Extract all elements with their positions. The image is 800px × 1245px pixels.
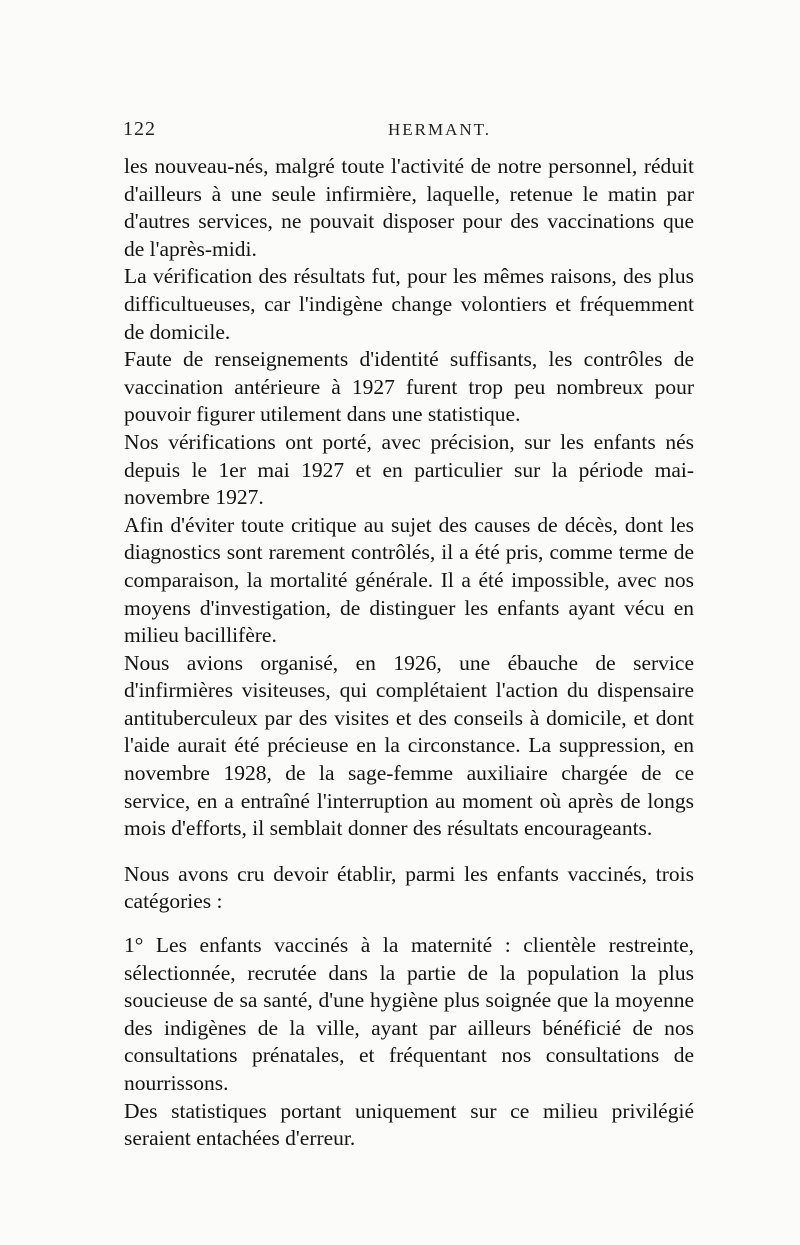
- paragraph-verification: La vérification des résultats fut, pour les mêmes raisons, des plus difficultueuses, car l'indigène change volontiers et fréquemment de domicile.: [124, 264, 694, 344]
- paragraph-verifications: Nos vérifications ont porté, avec précision, sur les enfants nés depuis le 1er mai 1927 et en particulier sur la période mai-novembre 1927.: [124, 429, 694, 510]
- page-number: 122: [123, 118, 156, 140]
- body-text: [124, 153, 694, 1153]
- paragraph-mortality: Afin d'éviter toute critique au sujet des causes de décès, dont les diagnostics sont rarement contrôlés, il a été pris, comme terme de comparaison, la mortalité générale. Il a été impossible, avec nos moyens d'investigation, de distinguer les enfants ayant vécu en milieu bacillifère.: [124, 512, 694, 648]
- paragraph-newborns: les nouveau-nés, malgré toute l'activité de notre personnel, réduit d'ailleurs à une seule infirmière, laquelle, retenue le matin par d'autres services, ne pouvait disposer pour des vaccinations que de l'après-midi.: [124, 154, 694, 261]
- page-header: [123, 118, 693, 144]
- paragraph-categories: Nous avons cru devoir établir, parmi les enfants vaccinés, trois catégories :: [124, 861, 694, 914]
- paragraph-identity: Faute de renseignements d'identité suffisants, les contrôles de vaccination antérieure à 1927 furent trop peu nombreux pour pouvoir figurer utilement dans une statistique.: [124, 347, 694, 427]
- paragraph-nurses: Nous avions organisé, en 1926, une ébauche de service d'infirmières visiteuses, qui complétaient l'action du dispensaire antituberculeux par des visites et des conseils à domicile, et dont l'aide aurait été précieuse en la circonstance. La suppression, en novembre 1928, de la sage-femme auxiliaire chargée de ce service, en a entraîné l'interruption au moment où après de longs mois d'efforts, il semblait donner des résultats encourageants.: [124, 650, 694, 841]
- paragraph-category-1: 1° Les enfants vaccinés à la maternité : clientèle restreinte, sélectionnée, recrutée dans la partie de la population la plus soucieuse de sa santé, d'une hygiène plus soignée que la moyenne des indigènes de la ville, ayant par ailleurs bénéficié de nos consultations prénatales, et fréquentant nos consultations de nourrissons.: [124, 933, 694, 1095]
- paragraph-statistics: Des statistiques portant uniquement sur ce milieu privilégié seraient entachées d'erreur.: [124, 1098, 694, 1151]
- running-head: HERMANT.: [388, 120, 492, 139]
